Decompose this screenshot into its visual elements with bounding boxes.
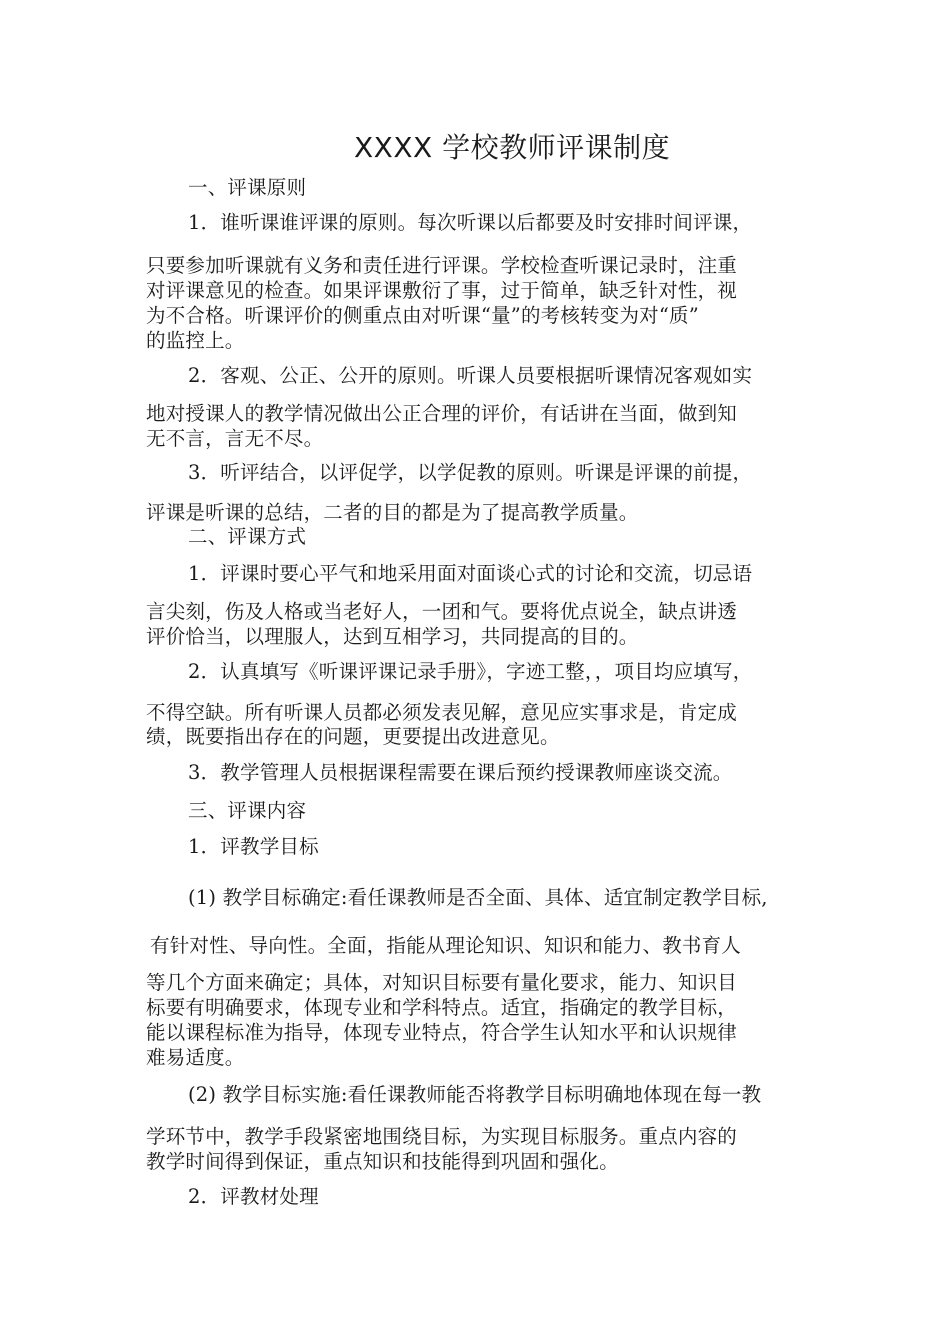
section-heading: 二、评课方式 <box>188 525 307 548</box>
paragraph-line: 有针对性、导向性。全面，指能从理论知识、知识和能力、教书育人 <box>150 934 742 957</box>
paragraph-line: 评课是听课的总结，二者的目的都是为了提高教学质量。 <box>146 501 639 524</box>
paragraph-line: 为不合格。听课评价的侧重点由对听课“量”的考核转变为对“质” <box>146 304 699 327</box>
paragraph-line: (2) 教学目标实施:看任课教师能否将教学目标明确地体现在每一教 <box>188 1083 762 1106</box>
subsection-heading: 2．评教材处理 <box>188 1185 319 1208</box>
subsection-heading: 1．评教学目标 <box>188 835 319 858</box>
section-heading: 三、评课内容 <box>188 799 307 822</box>
paragraph-line: 3．听评结合，以评促学，以学促教的原则。听课是评课的前提， <box>188 461 753 484</box>
paragraph-line: 难易适度。 <box>146 1046 245 1069</box>
paragraph-line: 评价恰当，以理服人，达到互相学习，共同提高的目的。 <box>146 625 639 648</box>
paragraph-line: 能以课程标准为指导，体现专业特点，符合学生认知水平和认识规律 <box>146 1021 738 1044</box>
paragraph-line: 的监控上。 <box>146 329 245 352</box>
paragraph-line: 1．评课时要心平气和地采用面对面谈心式的讨论和交流，切忌语 <box>188 562 753 585</box>
paragraph-line: 2．客观、公正、公开的原则。听课人员要根据听课情况客观如实 <box>188 364 753 387</box>
paragraph-line: 2．认真填写《听课评课记录手册》，字迹工整，，项目均应填写， <box>188 660 753 683</box>
paragraph-line: 标要有明确要求，体现专业和学科特点。适宜，指确定的教学目标， <box>146 996 738 1019</box>
section-heading: 一、评课原则 <box>188 176 307 199</box>
paragraph-line: 言尖刻，伤及人格或当老好人，一团和气。要将优点说全，缺点讲透 <box>146 600 738 623</box>
paragraph-line: 教学时间得到保证，重点知识和技能得到巩固和强化。 <box>146 1150 619 1173</box>
paragraph-line: 3．教学管理人员根据课程需要在课后预约授课教师座谈交流。 <box>188 761 733 784</box>
paragraph-line: 1．谁听课谁评课的原则。每次听课以后都要及时安排时间评课， <box>188 211 753 234</box>
document-title: XXXX 学校教师评课制度 <box>354 131 671 164</box>
paragraph-line: 等几个方面来确定；具体，对知识目标要有量化要求，能力、知识目 <box>146 971 738 994</box>
paragraph-line: 不得空缺。所有听课人员都必须发表见解，意见应实事求是，肯定成 <box>146 701 738 724</box>
paragraph-line: 无不言，言无不尽。 <box>146 427 324 450</box>
paragraph-line: 绩，既要指出存在的问题，更要提出改进意见。 <box>146 725 560 748</box>
paragraph-line: 只要参加听课就有义务和责任进行评课。学校检查听课记录时，注重 <box>146 254 738 277</box>
paragraph-line: 地对授课人的教学情况做出公正合理的评价，有话讲在当面，做到知 <box>146 402 738 425</box>
paragraph-line: (1) 教学目标确定:看任课教师是否全面、具体、适宜制定教学目标, <box>188 886 768 909</box>
paragraph-line: 对评课意见的检查。如果评课敷衍了事，过于简单，缺乏针对性，视 <box>146 279 738 302</box>
paragraph-line: 学环节中，教学手段紧密地围绕目标，为实现目标服务。重点内容的 <box>146 1125 738 1148</box>
